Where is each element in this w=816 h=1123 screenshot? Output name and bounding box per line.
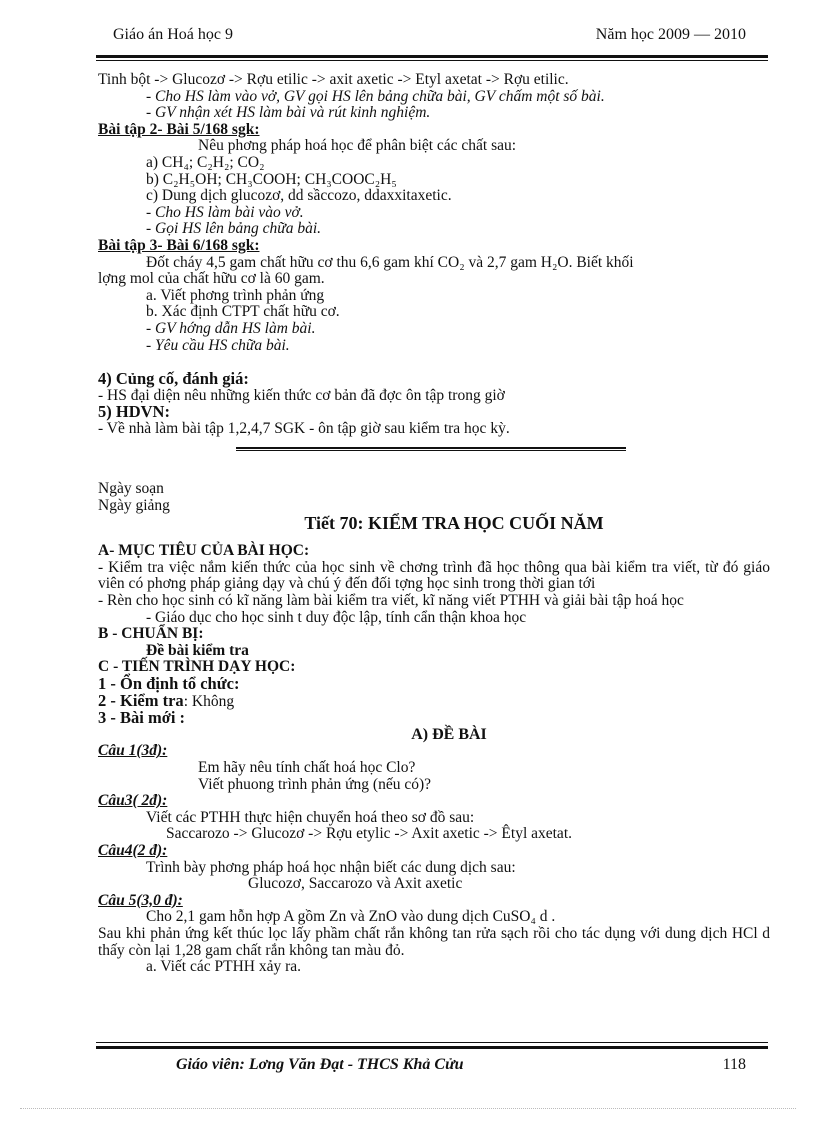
teach-date: Ngày giảng bbox=[98, 497, 170, 515]
preparation-title: B - CHUẨN BỊ: bbox=[98, 625, 204, 643]
question-3-title: Câu3( 2đ): bbox=[98, 792, 168, 810]
question-4-list: Glucozơ, Saccarozo và Axit axetic bbox=[248, 875, 463, 893]
consolidation-line: - HS đại diện nêu những kiến thức cơ bản đã đợc ôn tập trong giờ bbox=[98, 386, 505, 404]
procedure-step-1: 1 - Ổn định tổ chức: bbox=[98, 674, 240, 693]
lesson-title: Tiết 70: KIỂM TRA HỌC CUỐI NĂM bbox=[304, 512, 604, 533]
procedure-step-2-label: 2 - Kiểm tra bbox=[98, 690, 184, 710]
question-4-line: Trình bày phơng pháp hoá học nhận biết các dung dịch sau: bbox=[146, 858, 516, 876]
exercise-3-line: lợng mol của chất hữu cơ là 60 gam. bbox=[98, 270, 325, 288]
question-5-line: Sau khi phản ứng kết thúc lọc lấy phầm chất rắn không tan rửa sạch rồi cho tác dụng với dung dịch HCl d thấy còn lại 1,28 gam chất rắn không tan màu đỏ. bbox=[98, 924, 770, 959]
prep-date: Ngày soạn bbox=[98, 480, 164, 498]
preparation-item: Đề bài kiểm tra bbox=[146, 641, 249, 659]
exercise-2-item-c: c) Dung dịch glucozơ, dd sầccozo, ddaxxitaxetic. bbox=[146, 187, 452, 205]
procedure-title: C - TIẾN TRÌNH DẠY HỌC: bbox=[98, 658, 296, 676]
objective-item: - Kiểm tra việc nắm kiến thức của học sinh về chơng trình đã học thông qua bài kiểm tra viết, từ đó giáo viên có phơng pháp giảng dạy và chú ý đến đối tợng học sinh trong thời gian tới bbox=[98, 558, 770, 593]
exercise-3-item-b: b. Xác định CTPT chất hữu cơ. bbox=[146, 303, 340, 321]
objective-item: - Giáo dục cho học sinh t duy độc lập, tính cẩn thận khoa học bbox=[146, 608, 527, 626]
question-4-title: Câu4(2 đ): bbox=[98, 841, 168, 859]
consolidation-title: 4) Củng cố, đánh giá: bbox=[98, 369, 249, 389]
note-line: - GV nhận xét HS làm bài và rút kinh nghiệm. bbox=[146, 104, 431, 122]
procedure-step-3: 3 - Bài mới : bbox=[98, 708, 186, 728]
exercise-2-item-a: a) CH₄; C₂H₂; CO₂ bbox=[146, 153, 265, 171]
homework-line: - Về nhà làm bài tập 1,2,4,7 SGK - ôn tập giờ sau kiểm tra học kỳ. bbox=[98, 419, 510, 437]
procedure-step-2-value: : Không bbox=[183, 692, 235, 710]
note-line: - Cho HS làm vào vở, GV gọi HS lên bảng chữa bài, GV chấm một số bài. bbox=[146, 87, 605, 105]
exercise-3-note: - GV hớng dẫn HS làm bài. bbox=[146, 319, 316, 337]
question-5-item-a: a. Viết các PTHH xảy ra. bbox=[146, 958, 302, 976]
procedure-step-2 bbox=[98, 690, 770, 711]
exercise-3-item-a: a. Viết phơng trình phản ứng bbox=[146, 286, 325, 304]
question-5-title: Câu 5(3,0 đ): bbox=[98, 891, 183, 909]
header-school-year: Năm học 2009 — 2010 bbox=[595, 26, 746, 43]
exercise-2-item-b: b) C₂H₅OH; CH₃COOH; CH₃COOC₂H₅ bbox=[146, 170, 397, 188]
footer-teacher: Giáo viên: Lơng Văn Đạt - THCS Khả Cửu bbox=[176, 1056, 464, 1073]
page-number: 118 bbox=[722, 1056, 746, 1073]
page-content bbox=[98, 72, 770, 976]
objectives-title: A- MỤC TIÊU CỦA BÀI HỌC: bbox=[98, 542, 310, 560]
exercise-2-note: - Gọi HS lên bảng chữa bài. bbox=[146, 220, 322, 238]
exam-heading: A) ĐỀ BÀI bbox=[411, 725, 487, 743]
header-rule-thick bbox=[96, 55, 768, 58]
exercise-3-line: Đốt cháy 4,5 gam chất hữu cơ thu 6,6 gam khí CO₂ và 2,7 gam H₂O. Biết khối bbox=[146, 253, 634, 271]
exercise-2-note: - Cho HS làm bài vào vở. bbox=[146, 203, 304, 221]
page-bottom-edge bbox=[20, 1108, 796, 1109]
question-5-line: Cho 2,1 gam hỗn hợp A gồm Zn và ZnO vào dung dịch CuSO₄ d . bbox=[146, 908, 556, 926]
spacer bbox=[98, 451, 770, 481]
footer-rule-thick bbox=[96, 1046, 768, 1049]
exercise-3-title: Bài tập 3- Bài 6/168 sgk: bbox=[98, 236, 260, 254]
homework-title: 5) HDVN: bbox=[98, 402, 170, 422]
header-course: Giáo án Hoá học 9 bbox=[113, 26, 233, 43]
objective-item: - Rèn cho học sinh có kĩ năng làm bài kiểm tra viết, kĩ năng viết PTHH và giải bài tập hoá học bbox=[98, 592, 684, 610]
exercise-3-note: - Yêu cầu HS chữa bài. bbox=[146, 336, 290, 354]
question-3-scheme: Saccarozo -> Glucozơ -> Rợu etylic -> Axit axetic -> Êtyl axetat. bbox=[166, 825, 572, 843]
question-3-line: Viết các PTHH thực hiện chuyển hoá theo sơ đồ sau: bbox=[146, 808, 475, 826]
exercise-2-title: Bài tập 2- Bài 5/168 sgk: bbox=[98, 120, 260, 138]
page-header bbox=[113, 26, 746, 50]
footer-rule-thin bbox=[96, 1042, 768, 1043]
conversion-chain: Tinh bột -> Glucozơ -> Rợu etilic -> axit axetic -> Etyl axetat -> Rợu etilic. bbox=[98, 71, 569, 88]
question-1-line: Viết phuong trình phản ứng (nếu có)? bbox=[198, 775, 432, 793]
header-rule-thin bbox=[96, 60, 768, 61]
question-1-title: Câu 1(3đ): bbox=[98, 742, 168, 760]
question-1-line: Em hãy nêu tính chất hoá học Clo? bbox=[198, 758, 416, 776]
page-footer bbox=[96, 1056, 768, 1076]
exercise-2-intro: Nêu phơng pháp hoá học để phân biệt các chất sau: bbox=[198, 137, 517, 155]
